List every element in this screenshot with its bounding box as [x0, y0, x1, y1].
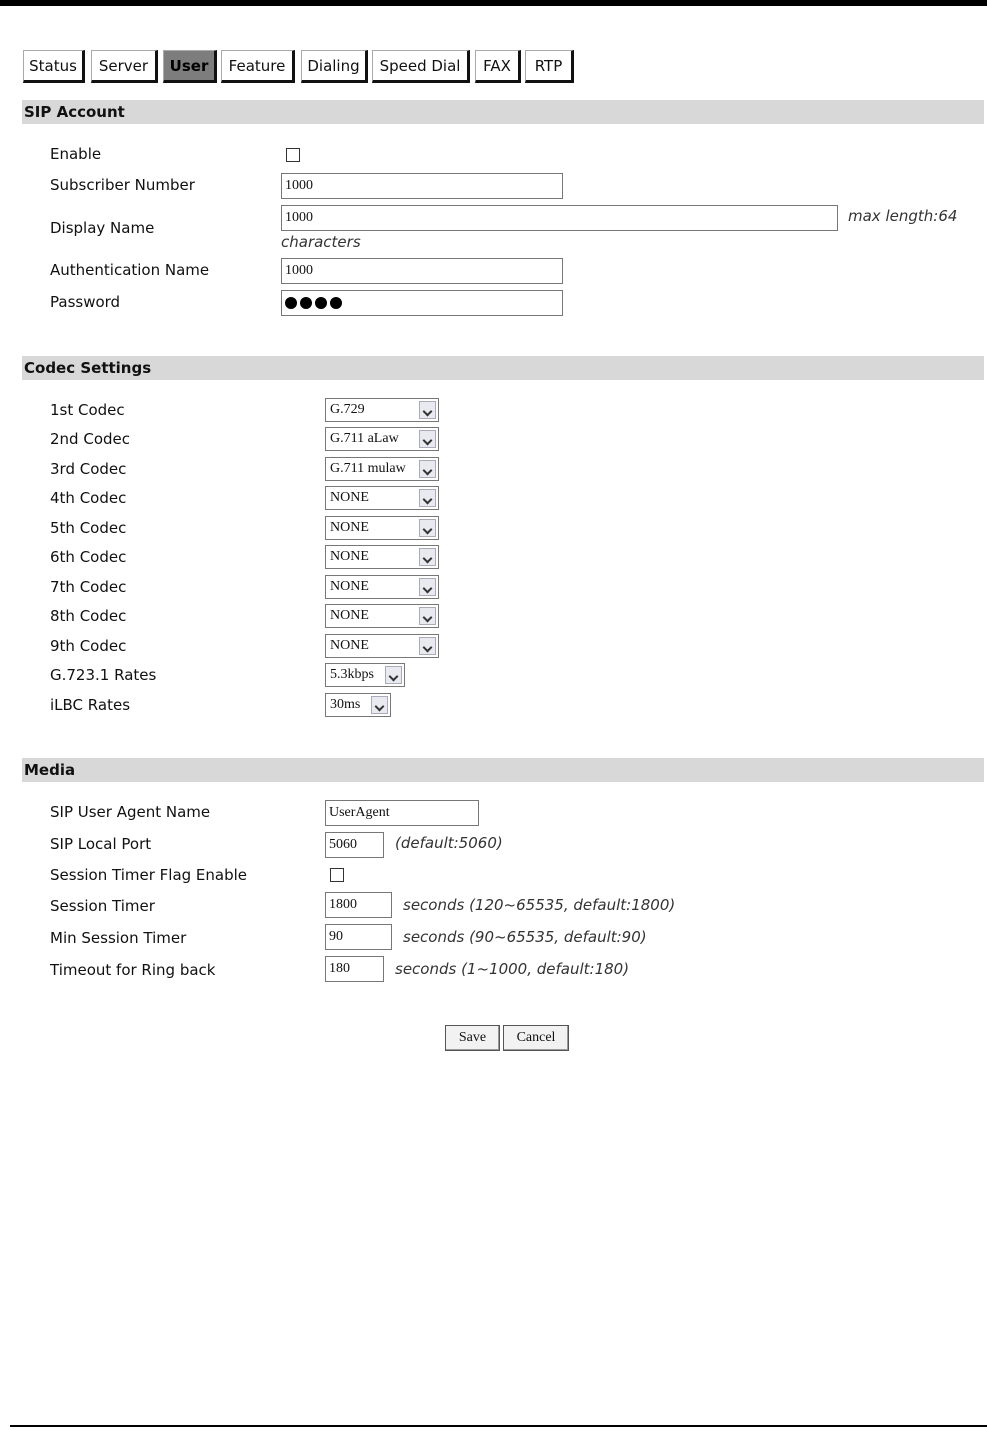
codec-5-value: NONE — [330, 520, 369, 535]
display-name-characters-note: characters — [281, 233, 361, 251]
ilbc-rates-label: iLBC Rates — [50, 696, 131, 714]
authentication-name-input[interactable]: 1000 — [281, 258, 563, 284]
codec-6-label: 6th Codec — [50, 548, 127, 566]
user-agent-name-label: SIP User Agent Name — [50, 803, 211, 821]
sip-local-port-label: SIP Local Port — [50, 835, 152, 853]
ring-back-timeout-note: seconds (1~1000, default:180) — [395, 960, 630, 978]
codec-9-value: NONE — [330, 638, 369, 653]
codec-5-select[interactable] — [325, 516, 439, 540]
g7231-rates-label: G.723.1 Rates — [50, 666, 157, 684]
tab-rtp[interactable]: RTP — [525, 50, 574, 83]
codec-9-label: 9th Codec — [50, 637, 127, 655]
tab-speed-dial[interactable]: Speed Dial — [372, 50, 470, 83]
display-name-label: Display Name — [50, 219, 155, 237]
chevron-down-icon — [419, 607, 436, 625]
codec-5-label: 5th Codec — [50, 519, 127, 537]
codec-settings-header: Codec Settings — [22, 356, 984, 380]
user-agent-name-input[interactable]: UserAgent — [325, 800, 479, 826]
codec-1-value: G.729 — [330, 402, 365, 417]
authentication-name-label: Authentication Name — [50, 261, 210, 279]
codec-8-label: 8th Codec — [50, 607, 127, 625]
subscriber-number-input[interactable]: 1000 — [281, 173, 563, 199]
chevron-down-icon — [371, 696, 388, 714]
sip-account-header: SIP Account — [22, 100, 984, 124]
g7231-rates-value: 5.3kbps — [330, 667, 374, 682]
cancel-button[interactable]: Cancel — [503, 1025, 569, 1051]
codec-9-select[interactable] — [325, 634, 439, 658]
codec-2-label: 2nd Codec — [50, 430, 130, 448]
chevron-down-icon — [419, 401, 436, 419]
codec-2-select[interactable] — [325, 427, 439, 451]
display-name-maxlength-note: max length:64 — [848, 207, 958, 225]
password-dot — [300, 297, 312, 309]
codec-3-value: G.711 mulaw — [330, 461, 406, 476]
codec-1-label: 1st Codec — [50, 401, 125, 419]
password-input[interactable] — [281, 290, 563, 316]
display-name-input[interactable]: 1000 — [281, 205, 838, 231]
enable-label: Enable — [50, 145, 102, 163]
session-timer-flag-label: Session Timer Flag Enable — [50, 866, 248, 884]
chevron-down-icon — [419, 578, 436, 596]
password-label: Password — [50, 293, 121, 311]
tab-user[interactable]: User — [163, 50, 217, 83]
codec-6-value: NONE — [330, 549, 369, 564]
codec-7-select[interactable] — [325, 575, 439, 599]
codec-4-select[interactable] — [325, 486, 439, 510]
top-rule — [0, 0, 987, 6]
codec-4-value: NONE — [330, 490, 369, 505]
chevron-down-icon — [419, 489, 436, 507]
min-session-timer-note: seconds (90~65535, default:90) — [403, 928, 647, 946]
codec-6-select[interactable] — [325, 545, 439, 569]
codec-7-label: 7th Codec — [50, 578, 127, 596]
session-timer-input[interactable]: 1800 — [325, 892, 392, 918]
password-dot — [330, 297, 342, 309]
codec-1-select[interactable] — [325, 398, 439, 422]
enable-checkbox[interactable] — [286, 148, 300, 162]
password-dot — [315, 297, 327, 309]
password-dot — [285, 297, 297, 309]
session-timer-flag-checkbox[interactable] — [330, 868, 344, 882]
session-timer-label: Session Timer — [50, 897, 155, 915]
sip-local-port-note: (default:5060) — [395, 834, 503, 852]
chevron-down-icon — [419, 548, 436, 566]
chevron-down-icon — [419, 637, 436, 655]
tab-dialing[interactable]: Dialing — [301, 50, 368, 83]
tab-status[interactable]: Status — [23, 50, 85, 83]
media-header: Media — [22, 758, 984, 782]
chevron-down-icon — [385, 666, 402, 684]
codec-8-select[interactable] — [325, 604, 439, 628]
ilbc-rates-select[interactable] — [325, 693, 391, 717]
min-session-timer-input[interactable]: 90 — [325, 924, 392, 950]
session-timer-note: seconds (120~65535, default:1800) — [403, 896, 676, 914]
bottom-rule — [10, 1425, 987, 1427]
codec-7-value: NONE — [330, 579, 369, 594]
min-session-timer-label: Min Session Timer — [50, 929, 187, 947]
codec-2-value: G.711 aLaw — [330, 431, 399, 446]
codec-4-label: 4th Codec — [50, 489, 127, 507]
chevron-down-icon — [419, 460, 436, 478]
tab-fax[interactable]: FAX — [475, 50, 521, 83]
ring-back-timeout-label: Timeout for Ring back — [50, 961, 216, 979]
save-button[interactable]: Save — [445, 1025, 500, 1051]
chevron-down-icon — [419, 430, 436, 448]
tab-feature[interactable]: Feature — [221, 50, 295, 83]
subscriber-number-label: Subscriber Number — [50, 176, 195, 194]
codec-3-label: 3rd Codec — [50, 460, 127, 478]
chevron-down-icon — [419, 519, 436, 537]
g7231-rates-select[interactable] — [325, 663, 405, 687]
ilbc-rates-value: 30ms — [330, 697, 361, 712]
tab-server[interactable]: Server — [91, 50, 158, 83]
ring-back-timeout-input[interactable]: 180 — [325, 956, 384, 982]
sip-local-port-input[interactable]: 5060 — [325, 832, 384, 858]
codec-8-value: NONE — [330, 608, 369, 623]
codec-3-select[interactable] — [325, 457, 439, 481]
